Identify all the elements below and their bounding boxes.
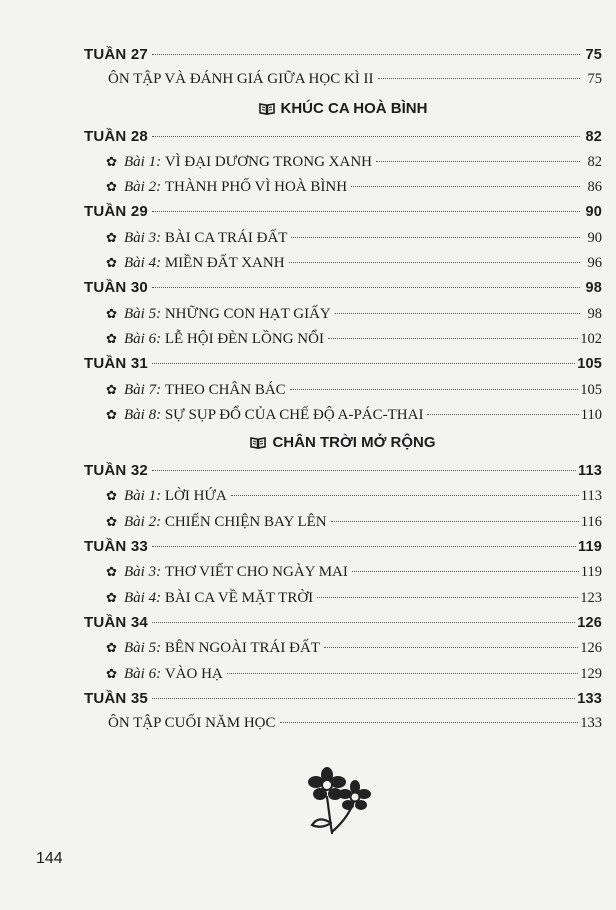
page-ref: 126 bbox=[577, 614, 602, 631]
review-title: ÔN TẬP CUỐI NĂM HỌC bbox=[108, 715, 276, 732]
review-title: ÔN TẬP VÀ ĐÁNH GIÁ GIỮA HỌC KÌ II bbox=[108, 71, 374, 88]
page-ref: 98 bbox=[585, 280, 602, 297]
lesson-title: MIỀN ĐẤT XANH bbox=[164, 255, 285, 272]
page-ref: 119 bbox=[578, 539, 602, 556]
flower-star-icon: ✿ bbox=[106, 229, 117, 245]
section-title: KHÚC CA HOÀ BÌNH bbox=[280, 99, 428, 117]
lesson-title: THÀNH PHỐ VÌ HOÀ BÌNH bbox=[164, 179, 348, 196]
lesson-number: Bài 3: bbox=[124, 564, 162, 581]
lesson-row bbox=[84, 174, 602, 199]
page-ref: 116 bbox=[580, 513, 602, 530]
lesson-number: Bài 2: bbox=[124, 513, 162, 530]
lesson-number: Bài 6: bbox=[124, 330, 162, 347]
flower-star-icon: ✿ bbox=[106, 406, 117, 422]
week-row bbox=[84, 124, 602, 149]
lesson-row bbox=[84, 635, 602, 660]
week-row bbox=[84, 351, 602, 376]
page-number: 144 bbox=[36, 850, 63, 867]
lesson-row bbox=[84, 559, 602, 584]
lesson-number: Bài 5: bbox=[124, 640, 162, 657]
review-row bbox=[84, 67, 602, 92]
dot-leader bbox=[378, 78, 580, 79]
week-label: TUẦN 29 bbox=[84, 203, 148, 221]
page-ref: 123 bbox=[580, 589, 602, 606]
page-ref: 90 bbox=[587, 229, 602, 246]
dot-leader bbox=[290, 389, 579, 390]
lesson-title: LỄ HỘI ĐÈN LỒNG NỔI bbox=[164, 330, 324, 347]
week-row bbox=[84, 275, 602, 300]
review-row bbox=[84, 711, 602, 736]
page-ref: 133 bbox=[577, 690, 602, 707]
lesson-number: Bài 4: bbox=[124, 589, 162, 606]
table-of-contents bbox=[84, 42, 602, 736]
lesson-row bbox=[84, 509, 602, 534]
flower-star-icon: ✿ bbox=[106, 381, 117, 397]
flower-star-icon: ✿ bbox=[106, 513, 117, 529]
dot-leader bbox=[152, 546, 576, 547]
dot-leader bbox=[152, 363, 575, 364]
lesson-number: Bài 1: bbox=[124, 153, 162, 170]
lesson-title: SỰ SỤP ĐỔ CỦA CHẾ ĐỘ A-PÁC-THAI bbox=[164, 406, 424, 423]
dot-leader bbox=[331, 521, 579, 522]
page-ref: 110 bbox=[580, 406, 602, 423]
dot-leader bbox=[352, 571, 579, 572]
page-ref: 96 bbox=[587, 255, 602, 272]
section-heading bbox=[84, 93, 602, 124]
lesson-row bbox=[84, 250, 602, 275]
flower-star-icon: ✿ bbox=[106, 665, 117, 681]
lesson-title: THƠ VIẾT CHO NGÀY MAI bbox=[164, 564, 348, 581]
page-ref: 90 bbox=[585, 204, 602, 221]
page-ref: 126 bbox=[580, 640, 602, 657]
flower-star-icon: ✿ bbox=[106, 305, 117, 321]
open-book-icon bbox=[259, 95, 275, 126]
page-ref: 105 bbox=[580, 381, 602, 398]
page-ref: 86 bbox=[587, 179, 602, 196]
dot-leader bbox=[317, 597, 578, 598]
page-ref: 113 bbox=[578, 463, 602, 480]
week-label: TUẦN 28 bbox=[84, 127, 148, 145]
dot-leader bbox=[152, 136, 580, 137]
flower-star-icon: ✿ bbox=[106, 179, 117, 195]
lesson-title: CHIẾN CHIỆN BAY LÊN bbox=[164, 513, 327, 530]
lesson-title: NHỮNG CON HẠT GIẤY bbox=[164, 305, 331, 322]
page-ref: 133 bbox=[580, 715, 602, 732]
week-row bbox=[84, 686, 602, 711]
page-ref: 119 bbox=[580, 564, 602, 581]
dot-leader bbox=[227, 673, 579, 674]
lesson-number: Bài 7: bbox=[124, 381, 162, 398]
page-ref: 113 bbox=[580, 488, 602, 505]
flower-star-icon: ✿ bbox=[106, 255, 117, 271]
lesson-row bbox=[84, 149, 602, 174]
page-ref: 102 bbox=[580, 330, 602, 347]
flower-star-icon: ✿ bbox=[106, 640, 117, 656]
flower-star-icon: ✿ bbox=[106, 564, 117, 580]
week-label: TUẦN 33 bbox=[84, 538, 148, 556]
dot-leader bbox=[324, 647, 578, 648]
dot-leader bbox=[289, 262, 580, 263]
week-label: TUẦN 27 bbox=[84, 46, 148, 63]
lesson-row bbox=[84, 326, 602, 351]
lesson-title: THEO CHÂN BÁC bbox=[164, 381, 286, 398]
lesson-row bbox=[84, 402, 602, 427]
week-row bbox=[84, 199, 602, 224]
dot-leader bbox=[152, 287, 580, 288]
flower-star-icon: ✿ bbox=[106, 330, 117, 346]
page-ref: 75 bbox=[585, 47, 602, 63]
open-book-icon bbox=[250, 429, 266, 460]
flower-star-icon: ✿ bbox=[106, 488, 117, 504]
lesson-row bbox=[84, 225, 602, 250]
week-row bbox=[84, 42, 602, 67]
week-row bbox=[84, 458, 602, 483]
lesson-title: VÌ ĐẠI DƯƠNG TRONG XANH bbox=[164, 153, 373, 170]
week-label: TUẦN 32 bbox=[84, 462, 148, 480]
lesson-row bbox=[84, 377, 602, 402]
lesson-row bbox=[84, 585, 602, 610]
lesson-title: BÀI CA VỀ MẶT TRỜI bbox=[164, 589, 314, 606]
lesson-number: Bài 4: bbox=[124, 255, 162, 272]
dot-leader bbox=[152, 470, 576, 471]
page-ref: 129 bbox=[580, 665, 602, 682]
lesson-row bbox=[84, 301, 602, 326]
flower-star-icon: ✿ bbox=[106, 589, 117, 605]
section-title: CHÂN TRỜI MỞ RỘNG bbox=[272, 434, 436, 452]
lesson-number: Bài 8: bbox=[124, 406, 162, 423]
lesson-number: Bài 3: bbox=[124, 229, 162, 246]
dot-leader bbox=[427, 414, 578, 415]
week-label: TUẦN 30 bbox=[84, 279, 148, 297]
lesson-number: Bài 2: bbox=[124, 179, 162, 196]
dot-leader bbox=[376, 161, 580, 162]
dot-leader bbox=[291, 237, 580, 238]
page-ref: 75 bbox=[587, 71, 602, 88]
page-ref: 98 bbox=[587, 305, 602, 322]
week-row bbox=[84, 534, 602, 559]
dot-leader bbox=[152, 54, 580, 55]
dot-leader bbox=[152, 698, 575, 699]
page-ref: 82 bbox=[587, 153, 602, 170]
lesson-title: BÊN NGOÀI TRÁI ĐẤT bbox=[164, 640, 320, 657]
dot-leader bbox=[231, 495, 579, 496]
dot-leader bbox=[280, 722, 579, 723]
dot-leader bbox=[351, 186, 580, 187]
lesson-row bbox=[84, 483, 602, 508]
lesson-number: Bài 5: bbox=[124, 305, 162, 322]
lesson-row bbox=[84, 661, 602, 686]
lesson-number: Bài 6: bbox=[124, 665, 162, 682]
page-ref: 105 bbox=[577, 356, 602, 373]
week-row bbox=[84, 610, 602, 635]
dot-leader bbox=[152, 622, 575, 623]
lesson-title: BÀI CA TRÁI ĐẤT bbox=[164, 229, 288, 246]
week-label: TUẦN 35 bbox=[84, 689, 148, 707]
lesson-title: VÀO HẠ bbox=[164, 665, 223, 682]
dot-leader bbox=[328, 338, 578, 339]
week-label: TUẦN 34 bbox=[84, 613, 148, 631]
flower-star-icon: ✿ bbox=[106, 153, 117, 169]
flower-decoration bbox=[300, 765, 380, 842]
lesson-title: LỜI HỨA bbox=[164, 488, 227, 505]
section-heading bbox=[84, 427, 602, 458]
lesson-number: Bài 1: bbox=[124, 488, 162, 505]
dot-leader bbox=[152, 211, 580, 212]
dot-leader bbox=[335, 313, 580, 314]
week-label: TUẦN 31 bbox=[84, 355, 148, 373]
page-ref: 82 bbox=[585, 128, 602, 145]
